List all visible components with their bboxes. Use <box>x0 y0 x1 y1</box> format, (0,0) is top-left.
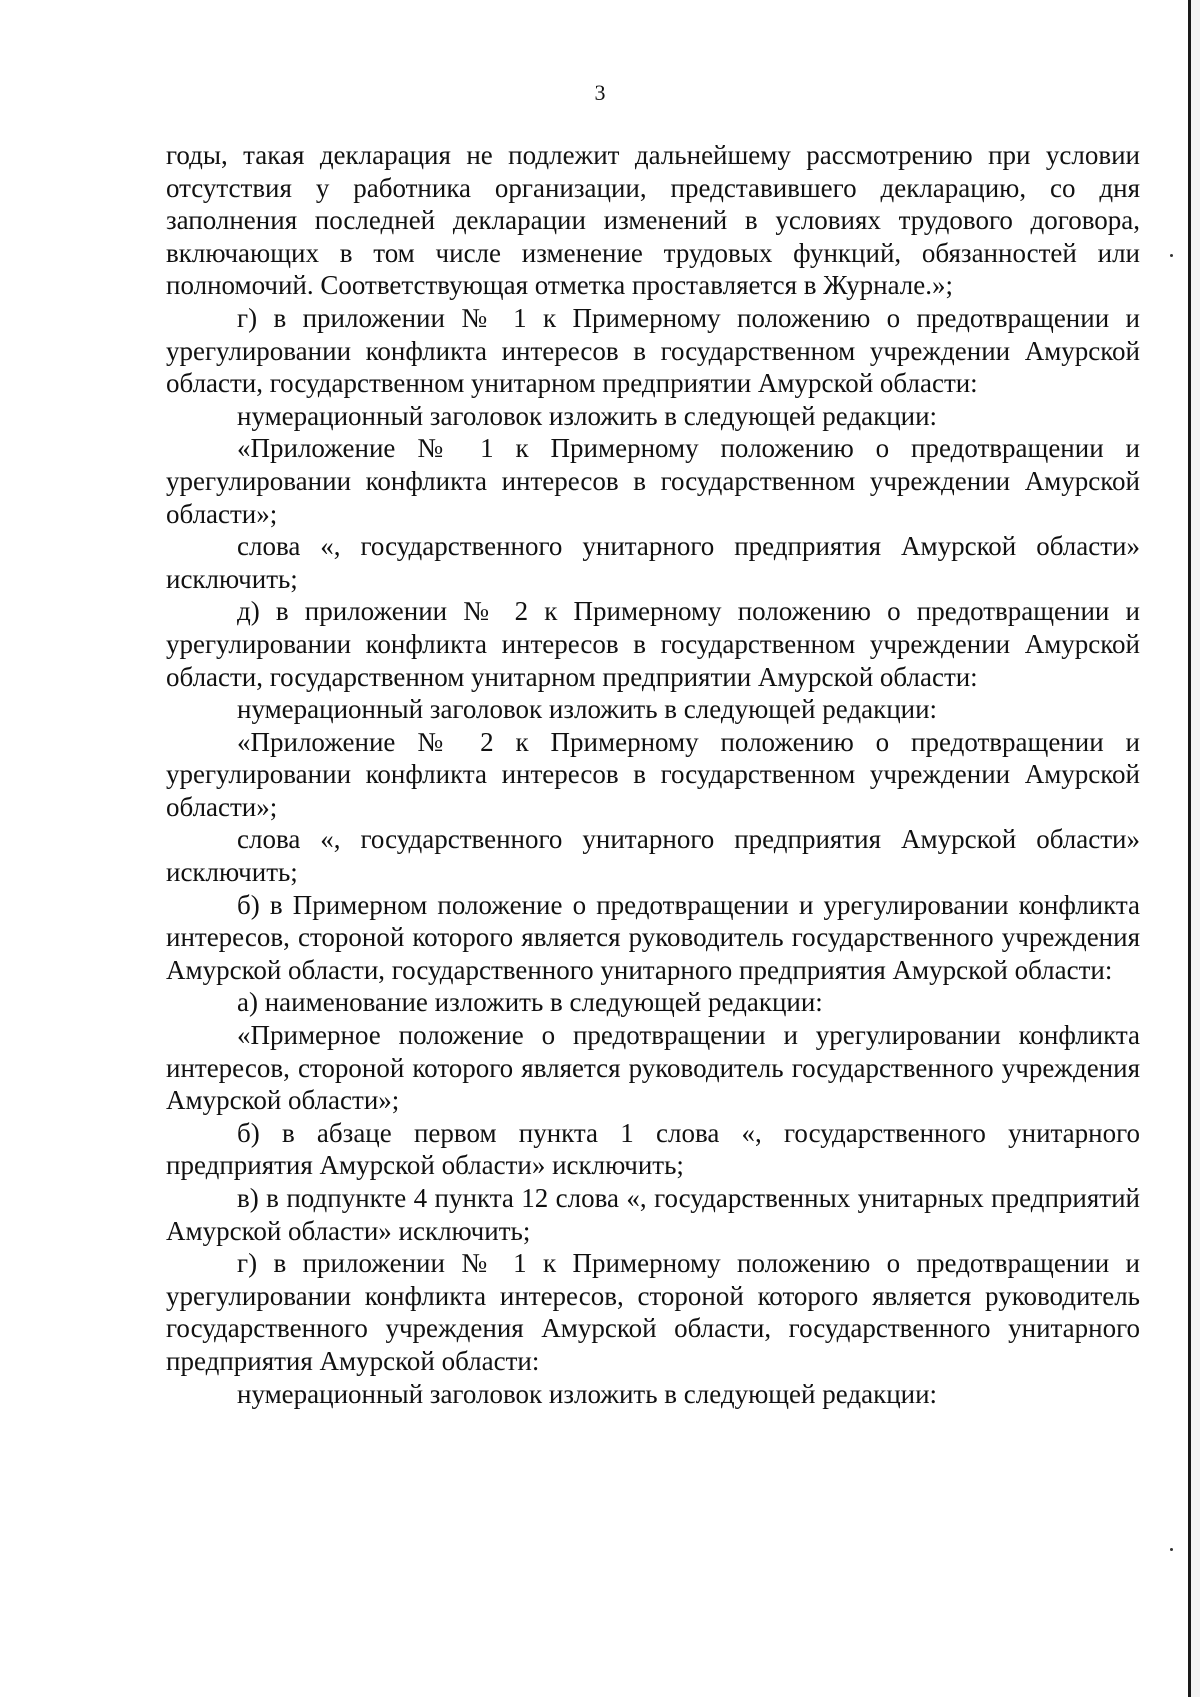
document-body <box>166 139 1140 1410</box>
paragraph: «Приложение № 1 к Примерному положению о предотвращении и урегулировании конфликта интересов в государственном учреждении Амурской области»; <box>166 433 1140 529</box>
paragraph: нумерационный заголовок изложить в следующей редакции: <box>237 400 938 431</box>
scan-speck <box>1170 1548 1173 1551</box>
page-number: 3 <box>594 80 606 105</box>
paragraph: д) в приложении № 2 к Примерному положению о предотвращении и урегулировании конфликта интересов в государственном учреждении Амурской области, государственном унитарном предприятии Амурской области: <box>166 596 1140 692</box>
scan-edge-line <box>1188 0 1191 1697</box>
paragraph: нумерационный заголовок изложить в следующей редакции: <box>237 1378 938 1409</box>
paragraph: слова «, государственного унитарного предприятия Амурской области» исключить; <box>166 824 1140 888</box>
paragraph: слова «, государственного унитарного предприятия Амурской области» исключить; <box>166 531 1140 594</box>
paragraph: б) в абзаце первом пункта 1 слова «, государственного унитарного предприятия Амурской области» исключить; <box>166 1117 1140 1181</box>
paragraph: б) в Примерном положение о предотвращении и урегулировании конфликта интересов, стороной которого является руководитель государственного учреждения Амурской области, государственного унитарного предприятия Амурской области: <box>166 889 1140 985</box>
paragraph: а) наименование изложить в следующей редакции: <box>237 987 823 1018</box>
paragraph: «Приложение № 2 к Примерному положению о предотвращении и урегулировании конфликта интересов в государственном учреждении Амурской области»; <box>166 726 1140 822</box>
paragraph: г) в приложении № 1 к Примерному положению о предотвращении и урегулировании конфликта интересов в государственном учреждении Амурской области, государственном унитарном предприятии Амурской области: <box>166 302 1140 399</box>
scan-edge-shade <box>1191 0 1200 1697</box>
paragraph: годы, такая декларация не подлежит дальнейшему рассмотрению при условии отсутствия у работника организации, представившего декларацию, со дня заполнения последней декларации изменений в условиях трудового договора, включающих в том числе изменение трудовых функций, обязанностей или полномочий. Соответствующая отметка проставляется в Журнале.»; <box>166 140 1140 301</box>
paragraph: «Примерное положение о предотвращении и урегулировании конфликта интересов, стороной которого является руководитель государственного учреждения Амурской области»; <box>166 1020 1140 1116</box>
paragraph: нумерационный заголовок изложить в следующей редакции: <box>237 694 938 725</box>
scan-speck <box>1170 254 1173 257</box>
paragraph: г) в приложении № 1 к Примерному положению о предотвращении и урегулировании конфликта интересов, стороной которого является руководитель государственного учреждения Амурской области, государственного унитарного предприятия Амурской области: <box>166 1248 1140 1376</box>
paragraph: в) в подпункте 4 пункта 12 слова «, государственных унитарных предприятий Амурской области» исключить; <box>166 1183 1140 1246</box>
